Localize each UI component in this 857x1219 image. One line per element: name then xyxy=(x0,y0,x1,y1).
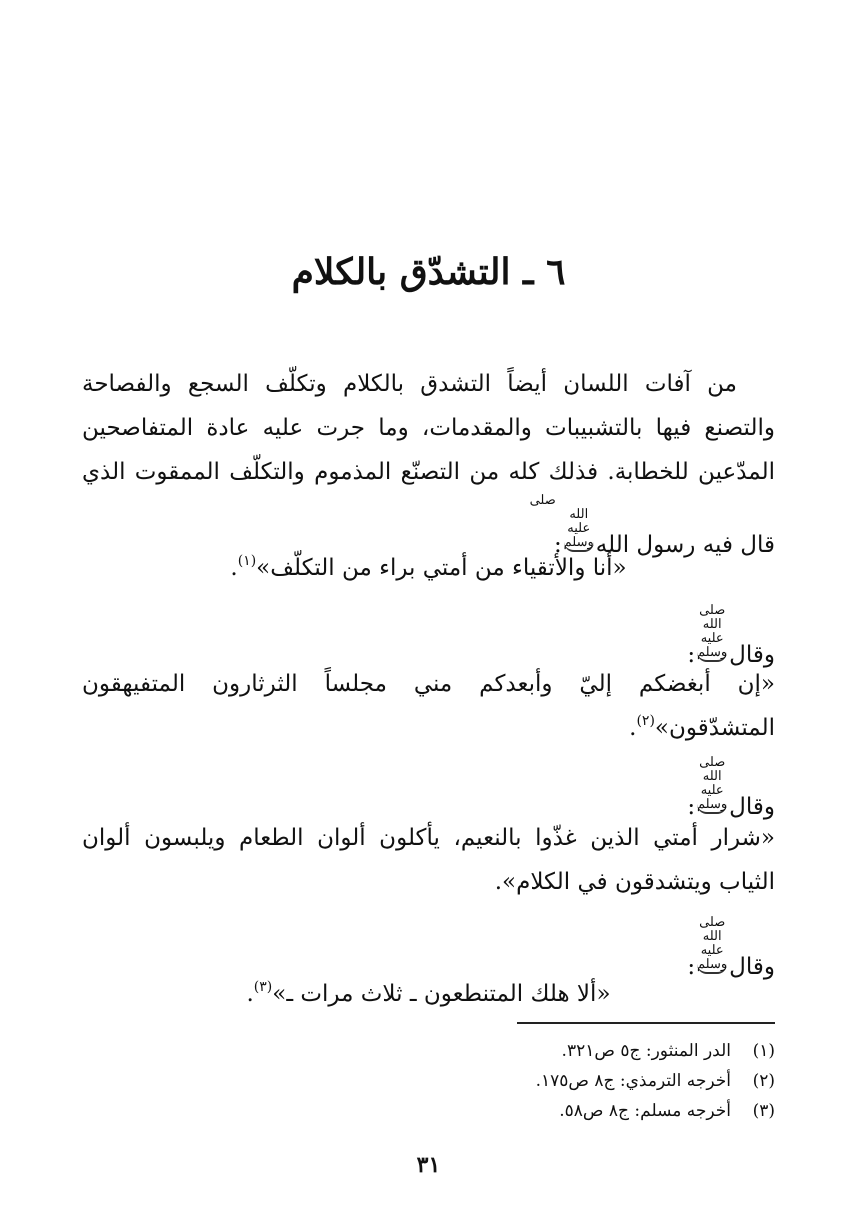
footnote-ref: (١) xyxy=(237,553,257,569)
footnote-text: أخرجه مسلم: ج٨ ص٥٨. xyxy=(559,1101,731,1121)
footnote-ref: (٢) xyxy=(636,713,655,729)
footnote-3 xyxy=(300,1096,775,1126)
intro-end: : xyxy=(554,532,562,558)
hadith-4 xyxy=(0,972,857,1016)
footnote-text: أخرجه الترمذي: ج٨ ص١٧٥. xyxy=(535,1071,731,1091)
footnote-2 xyxy=(300,1066,775,1096)
said-end: : xyxy=(687,794,696,820)
said-end: : xyxy=(687,954,696,980)
footnote-divider xyxy=(517,1022,775,1024)
footnote-ref: (٣) xyxy=(253,979,273,995)
footnote-number: (٢) xyxy=(752,1071,775,1091)
hadith-text: «ألا هلك المتنطعون ـ ثلاث مرات ـ» xyxy=(272,981,611,1007)
honorific-glyph: صلى الله عليه وسلم xyxy=(697,755,728,812)
said-end: : xyxy=(687,642,696,668)
said-label: وقال xyxy=(729,642,775,668)
hadith-text: «شرار أمتي الذين غذّوا بالنعيم، يأكلون ألوان الطعام ويلبسون ألوان الثياب ويتشدقون في الكلام» xyxy=(82,825,775,895)
intro-paragraph xyxy=(82,362,775,567)
chapter-title: ٦ ـ التشدّق بالكلام xyxy=(291,251,566,293)
honorific-glyph: صلى الله عليه وسلم xyxy=(697,603,728,660)
said-label: وقال xyxy=(729,794,775,820)
hadith-end: . xyxy=(230,555,238,581)
hadith-text: «أنا والأتقياء من أمتي براء من التكلّف» xyxy=(256,555,627,581)
hadith-end: . xyxy=(494,869,503,895)
intro-text: من آفات اللسان أيضاً التشدق بالكلام وتكلّف السجع والفصاحة والتصنع فيها بالتشبيبات والمقدمات، وما جرت عليه عادة المتفاصحين المدّعين للخطابة. فذلك كله من التصنّع المذموم والتكلّف الممقوت الذي قال فيه رسول الله xyxy=(82,371,775,558)
footnote-text: الدر المنثور: ج٥ ص٣٢١. xyxy=(561,1041,731,1061)
hadith-end: . xyxy=(629,715,637,741)
honorific-glyph: صلى الله عليه وسلم xyxy=(697,915,728,972)
hadith-text: «إن أبغضكم إليّ وأبعدكم مني مجلساً الثرثارون المتفيهقون المتشدّقون» xyxy=(82,671,775,741)
honorific-glyph: صلى الله عليه وسلم xyxy=(529,493,594,550)
hadith-end: . xyxy=(246,981,254,1007)
footnote-number: (٣) xyxy=(752,1101,775,1121)
footnote-number: (١) xyxy=(752,1041,775,1061)
hadith-1 xyxy=(0,546,857,590)
hadith-2 xyxy=(82,662,775,750)
footnotes xyxy=(300,1036,775,1126)
footnote-1 xyxy=(300,1036,775,1066)
page-number: ٣١ xyxy=(416,1152,441,1178)
said-label: وقال xyxy=(729,954,775,980)
hadith-3 xyxy=(82,816,775,904)
